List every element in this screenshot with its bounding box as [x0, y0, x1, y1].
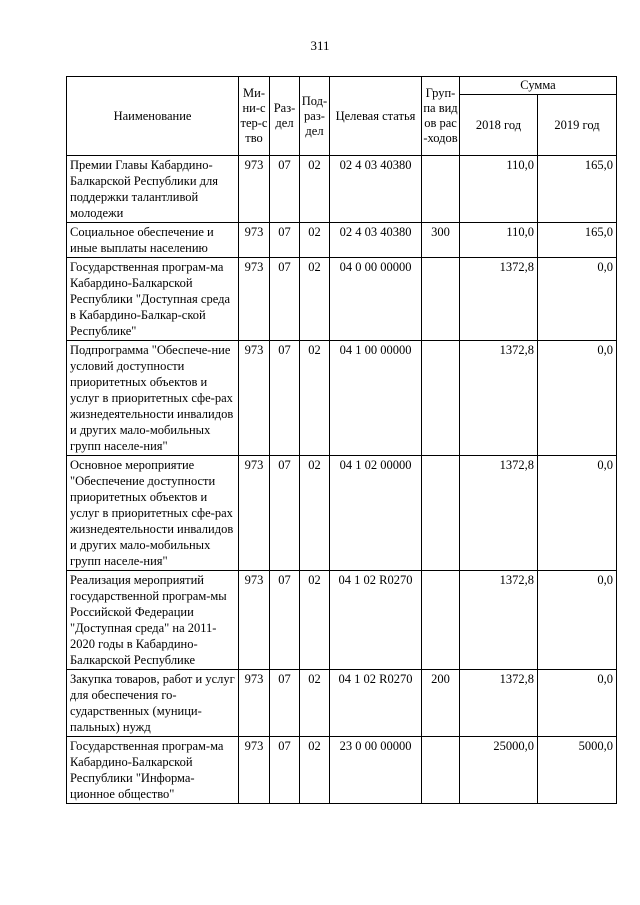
cell-2019: 165,0: [538, 156, 617, 223]
table-row: [67, 223, 617, 258]
table-row: [67, 571, 617, 670]
cell-target: 23 0 00 00000: [330, 737, 422, 804]
cell-subsection: 02: [300, 571, 330, 670]
cell-subsection: 02: [300, 341, 330, 456]
cell-section: 07: [270, 258, 300, 341]
cell-2018: 110,0: [460, 156, 538, 223]
cell-ministry: 973: [239, 341, 270, 456]
cell-2018: 1372,8: [460, 670, 538, 737]
cell-ministry: 973: [239, 258, 270, 341]
cell-group: 300: [422, 223, 460, 258]
header-section: Раз-дел: [270, 77, 300, 156]
table-row: [67, 456, 617, 571]
cell-section: 07: [270, 341, 300, 456]
header-subsection: Под-раз-дел: [300, 77, 330, 156]
table-row: [67, 258, 617, 341]
cell-section: 07: [270, 737, 300, 804]
cell-name: Государственная програм-ма Кабардино-Балкарской Республики "Доступная среда в Кабардино-Балкар-ской Республике": [67, 258, 239, 341]
cell-ministry: 973: [239, 571, 270, 670]
cell-2018: 1372,8: [460, 258, 538, 341]
header-target: Целевая статья: [330, 77, 422, 156]
cell-2019: 5000,0: [538, 737, 617, 804]
cell-section: 07: [270, 156, 300, 223]
cell-name: Реализация мероприятий государственной програм-мы Российской Федерации "Доступная среда" на 2011-2020 годы в Кабардино-Балкарской Республике: [67, 571, 239, 670]
cell-2019: 0,0: [538, 670, 617, 737]
cell-target: 02 4 03 40380: [330, 156, 422, 223]
budget-table: [66, 76, 617, 804]
cell-name: Социальное обеспечение и иные выплаты населению: [67, 223, 239, 258]
cell-ministry: 973: [239, 156, 270, 223]
header-sum: Сумма: [460, 77, 617, 95]
table-body: [67, 156, 617, 804]
cell-section: 07: [270, 571, 300, 670]
header-group: Груп-па видов рас-ходов: [422, 77, 460, 156]
cell-2018: 1372,8: [460, 571, 538, 670]
cell-2019: 165,0: [538, 223, 617, 258]
cell-2018: 25000,0: [460, 737, 538, 804]
cell-name: Подпрограмма "Обеспече-ние условий доступности приоритетных объектов и услуг в приоритетных сфе-рах жизнедеятельности инвалидов и других мало-мобильных групп населе-ния": [67, 341, 239, 456]
cell-2019: 0,0: [538, 258, 617, 341]
table-row: [67, 341, 617, 456]
cell-section: 07: [270, 223, 300, 258]
table-row: [67, 737, 617, 804]
table-row: [67, 156, 617, 223]
cell-name: Основное мероприятие "Обеспечение доступности приоритетных объектов и услуг в приоритетных сфе-рах жизнедеятельности инвалидов и других мало-мобильных групп населе-ния": [67, 456, 239, 571]
cell-name: Премии Главы Кабардино-Балкарской Республики для поддержки талантливой молодежи: [67, 156, 239, 223]
cell-group: [422, 156, 460, 223]
cell-subsection: 02: [300, 156, 330, 223]
cell-ministry: 973: [239, 737, 270, 804]
cell-target: 04 1 00 00000: [330, 341, 422, 456]
cell-subsection: 02: [300, 223, 330, 258]
cell-2018: 1372,8: [460, 456, 538, 571]
cell-subsection: 02: [300, 258, 330, 341]
table-row: [67, 670, 617, 737]
cell-target: 04 1 02 R0270: [330, 670, 422, 737]
cell-section: 07: [270, 670, 300, 737]
cell-name: Государственная програм-ма Кабардино-Балкарской Республики "Информа-ционное общество": [67, 737, 239, 804]
cell-2018: 110,0: [460, 223, 538, 258]
cell-subsection: 02: [300, 670, 330, 737]
cell-group: [422, 456, 460, 571]
cell-2018: 1372,8: [460, 341, 538, 456]
cell-target: 02 4 03 40380: [330, 223, 422, 258]
cell-target: 04 1 02 R0270: [330, 571, 422, 670]
cell-name: Закупка товаров, работ и услуг для обеспечения го-сударственных (муници-пальных) нужд: [67, 670, 239, 737]
cell-group: [422, 571, 460, 670]
cell-group: [422, 737, 460, 804]
cell-2019: 0,0: [538, 341, 617, 456]
table-header: [67, 77, 617, 156]
cell-2019: 0,0: [538, 456, 617, 571]
cell-section: 07: [270, 456, 300, 571]
header-year-2018: 2018 год: [460, 95, 538, 156]
cell-ministry: 973: [239, 223, 270, 258]
cell-target: 04 0 00 00000: [330, 258, 422, 341]
cell-target: 04 1 02 00000: [330, 456, 422, 571]
page-number: 311: [310, 38, 330, 53]
cell-group: 200: [422, 670, 460, 737]
cell-group: [422, 341, 460, 456]
header-ministry: Ми-ни-стер-ство: [239, 77, 270, 156]
cell-ministry: 973: [239, 456, 270, 571]
header-name: Наименование: [67, 77, 239, 156]
cell-2019: 0,0: [538, 571, 617, 670]
cell-group: [422, 258, 460, 341]
cell-subsection: 02: [300, 737, 330, 804]
cell-ministry: 973: [239, 670, 270, 737]
header-year-2019: 2019 год: [538, 95, 617, 156]
cell-subsection: 02: [300, 456, 330, 571]
